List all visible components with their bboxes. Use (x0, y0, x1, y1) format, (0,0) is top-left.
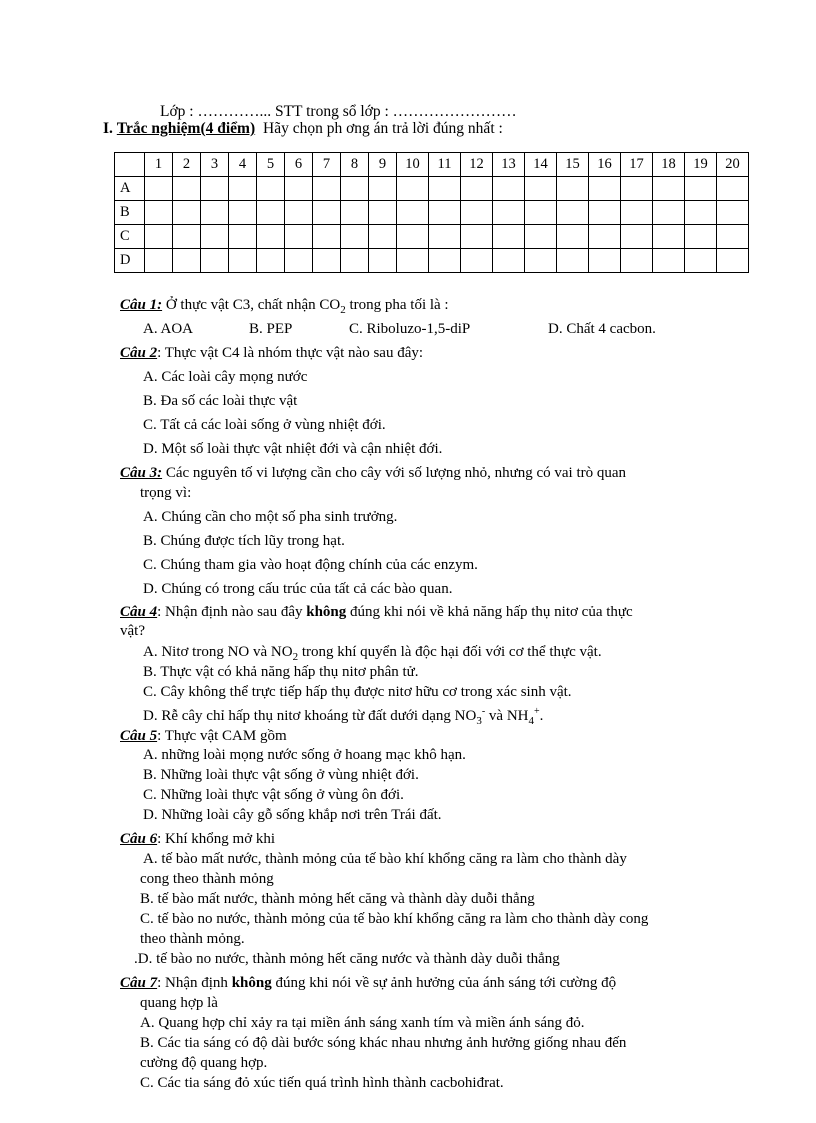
answer-cell (589, 201, 621, 225)
question-4-option-d-sub2: 4 (528, 715, 534, 727)
answer-cell (429, 249, 461, 273)
answer-col-header: 8 (341, 153, 369, 177)
answer-cell (429, 177, 461, 201)
answer-grid-row (115, 225, 749, 249)
answer-col-header: 15 (557, 153, 589, 177)
answer-cell (397, 249, 429, 273)
question-4-text-cont: vật? (120, 623, 145, 639)
answer-cell (397, 177, 429, 201)
question-7-label: Câu 7 (120, 975, 158, 991)
answer-cell (621, 225, 653, 249)
question-1-subscript: 2 (340, 304, 346, 316)
answer-cell (653, 225, 685, 249)
answer-cell (145, 201, 173, 225)
answer-cell (145, 177, 173, 201)
question-1-option-a: A. AOA (143, 321, 194, 337)
answer-cell (717, 249, 749, 273)
answer-cell (257, 177, 285, 201)
question-5-option-b: B. Những loài thực vật sống ở vùng nhiệt đới. (143, 767, 419, 783)
answer-cell (557, 225, 589, 249)
answer-cell (229, 177, 257, 201)
answer-row-label: C (115, 225, 145, 249)
answer-col-header: 18 (653, 153, 685, 177)
answer-cell (717, 225, 749, 249)
answer-cell (493, 225, 525, 249)
answer-col-header: 16 (589, 153, 621, 177)
answer-grid-corner (115, 153, 145, 177)
answer-cell (429, 201, 461, 225)
question-1-stem (120, 296, 449, 319)
answer-col-header: 3 (201, 153, 229, 177)
question-5-option-c: C. Những loài thực vật sống ở vùng ôn đới. (143, 787, 404, 803)
answer-cell (285, 177, 313, 201)
question-2-option-d: D. Một số loài thực vật nhiệt đới và cận nhiệt đới. (143, 441, 443, 457)
question-5-text: : Thực vật CAM gồm (157, 728, 287, 744)
answer-cell (557, 249, 589, 273)
answer-cell (557, 201, 589, 225)
question-4-option-d-text: D. Rễ cây chỉ hấp thụ nitơ khoáng từ đất dưới dạng NO (143, 708, 477, 724)
question-6-label: Câu 6 (120, 831, 158, 847)
answer-cell (313, 201, 341, 225)
question-3-label: Câu 3: (120, 465, 163, 481)
question-1-option-d: D. Chất 4 cacbon. (548, 321, 656, 337)
answer-cell (397, 225, 429, 249)
question-4-option-a-text: A. Nitơ trong NO và NO (143, 644, 293, 660)
answer-cell (589, 225, 621, 249)
answer-row-label: A (115, 177, 145, 201)
answer-cell (685, 249, 717, 273)
answer-cell (369, 177, 397, 201)
question-4-label: Câu 4 (120, 604, 158, 620)
question-1-text-end: trong pha tối là : (345, 297, 449, 313)
answer-cell (257, 249, 285, 273)
answer-cell (525, 201, 557, 225)
question-7-option-b-cont: cường độ quang hợp. (140, 1055, 268, 1071)
answer-cell (685, 201, 717, 225)
answer-cell (653, 201, 685, 225)
answer-cell (369, 249, 397, 273)
answer-cell (461, 201, 493, 225)
answer-cell (429, 225, 461, 249)
answer-cell (201, 249, 229, 273)
answer-col-header: 4 (229, 153, 257, 177)
answer-cell (201, 225, 229, 249)
question-4-text-a: : Nhận định nào sau đây (157, 604, 307, 620)
question-7-text-b: đúng khi nói về sự ảnh hưởng của ánh sáng tới cường độ (271, 975, 617, 991)
answer-cell (589, 177, 621, 201)
question-2-option-c: C. Tất cả các loài sống ở vùng nhiệt đới. (143, 417, 386, 433)
answer-cell (341, 225, 369, 249)
question-2-option-a: A. Các loài cây mọng nước (143, 369, 308, 385)
question-4-option-a-sub: 2 (292, 651, 299, 663)
answer-cell (621, 177, 653, 201)
answer-cell (717, 201, 749, 225)
answer-cell (461, 249, 493, 273)
question-6-option-d: .D. tế bào no nước, thành mỏng hết căng nước và thành dày duỗi thẳng (134, 951, 560, 967)
question-5-stem (120, 727, 287, 745)
answer-col-header: 12 (461, 153, 493, 177)
answer-cell (621, 201, 653, 225)
answer-cell (313, 225, 341, 249)
question-1-text: Ở thực vật C3, chất nhận CO (165, 297, 341, 313)
question-7-stem (120, 974, 616, 992)
answer-cell (369, 225, 397, 249)
answer-cell (461, 177, 493, 201)
answer-col-header: 9 (369, 153, 397, 177)
answer-cell (685, 177, 717, 201)
question-4-keyword: không (306, 604, 347, 620)
answer-cell (493, 201, 525, 225)
answer-cell (257, 201, 285, 225)
answer-cell (369, 201, 397, 225)
question-5-option-a: A. những loài mọng nước sống ở hoang mạc khô hạn. (143, 747, 466, 763)
answer-cell (621, 249, 653, 273)
question-7-option-c: C. Các tia sáng đỏ xúc tiến quá trình hình thành cacbohiđrat. (140, 1075, 504, 1091)
answer-col-header: 13 (493, 153, 525, 177)
question-2-stem (120, 344, 423, 362)
section-heading (103, 120, 503, 138)
answer-cell (685, 225, 717, 249)
answer-cell (653, 249, 685, 273)
question-5-option-d: D. Những loài cây gỗ sống khắp nơi trên Trái đất. (143, 807, 442, 823)
answer-cell (313, 249, 341, 273)
section-title: Trắc nghiệm(4 điểm) (116, 120, 256, 137)
question-6-option-c-cont: theo thành mỏng. (140, 931, 245, 947)
answer-grid-row (115, 249, 749, 273)
question-4-text-b: đúng khi nói về khả năng hấp thụ nitơ của thực (346, 604, 633, 620)
answer-cell (493, 177, 525, 201)
question-2-label: Câu 2 (120, 345, 158, 361)
answer-cell (557, 177, 589, 201)
answer-grid-row (115, 177, 749, 201)
answer-col-header: 7 (313, 153, 341, 177)
answer-cell (145, 225, 173, 249)
question-4-option-d (143, 703, 543, 730)
question-1-option-b: B. PEP (249, 321, 293, 337)
question-6-option-a-cont: cong theo thành mỏng (140, 871, 274, 887)
answer-cell (173, 249, 201, 273)
answer-row-label: D (115, 249, 145, 273)
answer-cell (653, 177, 685, 201)
question-4-option-d-mid: và NH (485, 708, 529, 724)
question-4-option-d-sub1: 3 (476, 715, 482, 727)
answer-cell (313, 177, 341, 201)
question-2-option-b: B. Đa số các loài thực vật (143, 393, 298, 409)
answer-cell (341, 177, 369, 201)
answer-cell (173, 177, 201, 201)
student-info-line: Lớp : …………... STT trong sổ lớp : …………………… (160, 103, 517, 120)
question-4-option-a-end: trong khí quyển là độc hại đối với cơ thể thực vật. (298, 644, 602, 660)
answer-col-header: 6 (285, 153, 313, 177)
answer-row-label: B (115, 201, 145, 225)
question-4-stem (120, 603, 633, 621)
answer-cell (285, 249, 313, 273)
answer-grid (114, 152, 749, 273)
question-7-option-b: B. Các tia sáng có độ dài bước sóng khác nhau nhưng ảnh hưởng giống nhau đến (140, 1035, 627, 1051)
answer-col-header: 17 (621, 153, 653, 177)
answer-col-header: 10 (397, 153, 429, 177)
question-7-keyword: không (231, 975, 272, 991)
answer-col-header: 1 (145, 153, 173, 177)
question-3-option-c: C. Chúng tham gia vào hoạt động chính của các enzym. (143, 557, 478, 573)
answer-col-header: 11 (429, 153, 461, 177)
answer-cell (493, 249, 525, 273)
question-7-text-cont: quang hợp là (140, 995, 218, 1011)
answer-cell (201, 201, 229, 225)
question-6-option-b: B. tế bào mất nước, thành mỏng hết căng và thành dày duỗi thẳng (140, 891, 535, 907)
answer-cell (341, 249, 369, 273)
question-4-option-d-sup1: - (481, 706, 486, 717)
answer-cell (461, 225, 493, 249)
question-3-option-d: D. Chúng có trong cấu trúc của tất cả các bào quan. (143, 581, 453, 597)
answer-cell (717, 177, 749, 201)
question-1-label: Câu 1: (120, 297, 163, 313)
answer-cell (173, 225, 201, 249)
answer-cell (525, 225, 557, 249)
question-3-stem (120, 464, 626, 482)
answer-grid-row (115, 201, 749, 225)
answer-col-header: 14 (525, 153, 557, 177)
answer-cell (285, 201, 313, 225)
question-1-option-c: C. Riboluzo-1,5-diP (349, 321, 471, 337)
answer-cell (285, 225, 313, 249)
section-number: I. (103, 120, 113, 137)
answer-cell (525, 249, 557, 273)
answer-cell (229, 225, 257, 249)
question-3-option-b: B. Chúng được tích lũy trong hạt. (143, 533, 345, 549)
question-3-option-a: A. Chúng cần cho một số pha sinh trưởng. (143, 509, 398, 525)
question-4-option-c: C. Cây không thể trực tiếp hấp thụ được nitơ hữu cơ trong xác sinh vật. (143, 684, 572, 700)
answer-col-header: 5 (257, 153, 285, 177)
question-6-stem (120, 830, 275, 848)
answer-cell (397, 201, 429, 225)
answer-cell (173, 201, 201, 225)
question-4-option-d-sup2: + (533, 706, 540, 717)
answer-cell (229, 249, 257, 273)
answer-col-header: 2 (173, 153, 201, 177)
answer-cell (257, 225, 285, 249)
answer-grid-header-row (115, 153, 749, 177)
answer-cell (229, 201, 257, 225)
question-4-option-b: B. Thực vật có khả năng hấp thụ nitơ phân tử. (143, 664, 419, 680)
question-3-text-cont: trọng vì: (140, 485, 192, 501)
answer-cell (201, 177, 229, 201)
question-7-text-a: : Nhận định (157, 975, 232, 991)
question-6-option-c: C. tế bào no nước, thành mỏng của tế bào khí khổng căng ra làm cho thành dày cong (140, 911, 649, 927)
answer-cell (525, 177, 557, 201)
section-instruction: Hãy chọn ph ơng án trả lời đúng nhất : (263, 120, 503, 137)
question-2-text: : Thực vật C4 là nhóm thực vật nào sau đây: (157, 345, 424, 361)
question-3-text: Các nguyên tố vi lượng cần cho cây với số lượng nhỏ, nhưng có vai trò quan (162, 465, 627, 481)
answer-col-header: 20 (717, 153, 749, 177)
answer-cell (589, 249, 621, 273)
answer-col-header: 19 (685, 153, 717, 177)
question-4-option-d-end: . (539, 708, 544, 724)
question-7-option-a: A. Quang hợp chỉ xảy ra tại miền ánh sáng xanh tím và miền ánh sáng đỏ. (140, 1015, 585, 1031)
answer-cell (341, 201, 369, 225)
question-5-label: Câu 5 (120, 728, 158, 744)
question-6-option-a: A. tế bào mất nước, thành mỏng của tế bào khí khổng căng ra làm cho thành dày (143, 851, 627, 867)
answer-cell (145, 249, 173, 273)
question-6-text: : Khí khổng mở khi (157, 831, 276, 847)
